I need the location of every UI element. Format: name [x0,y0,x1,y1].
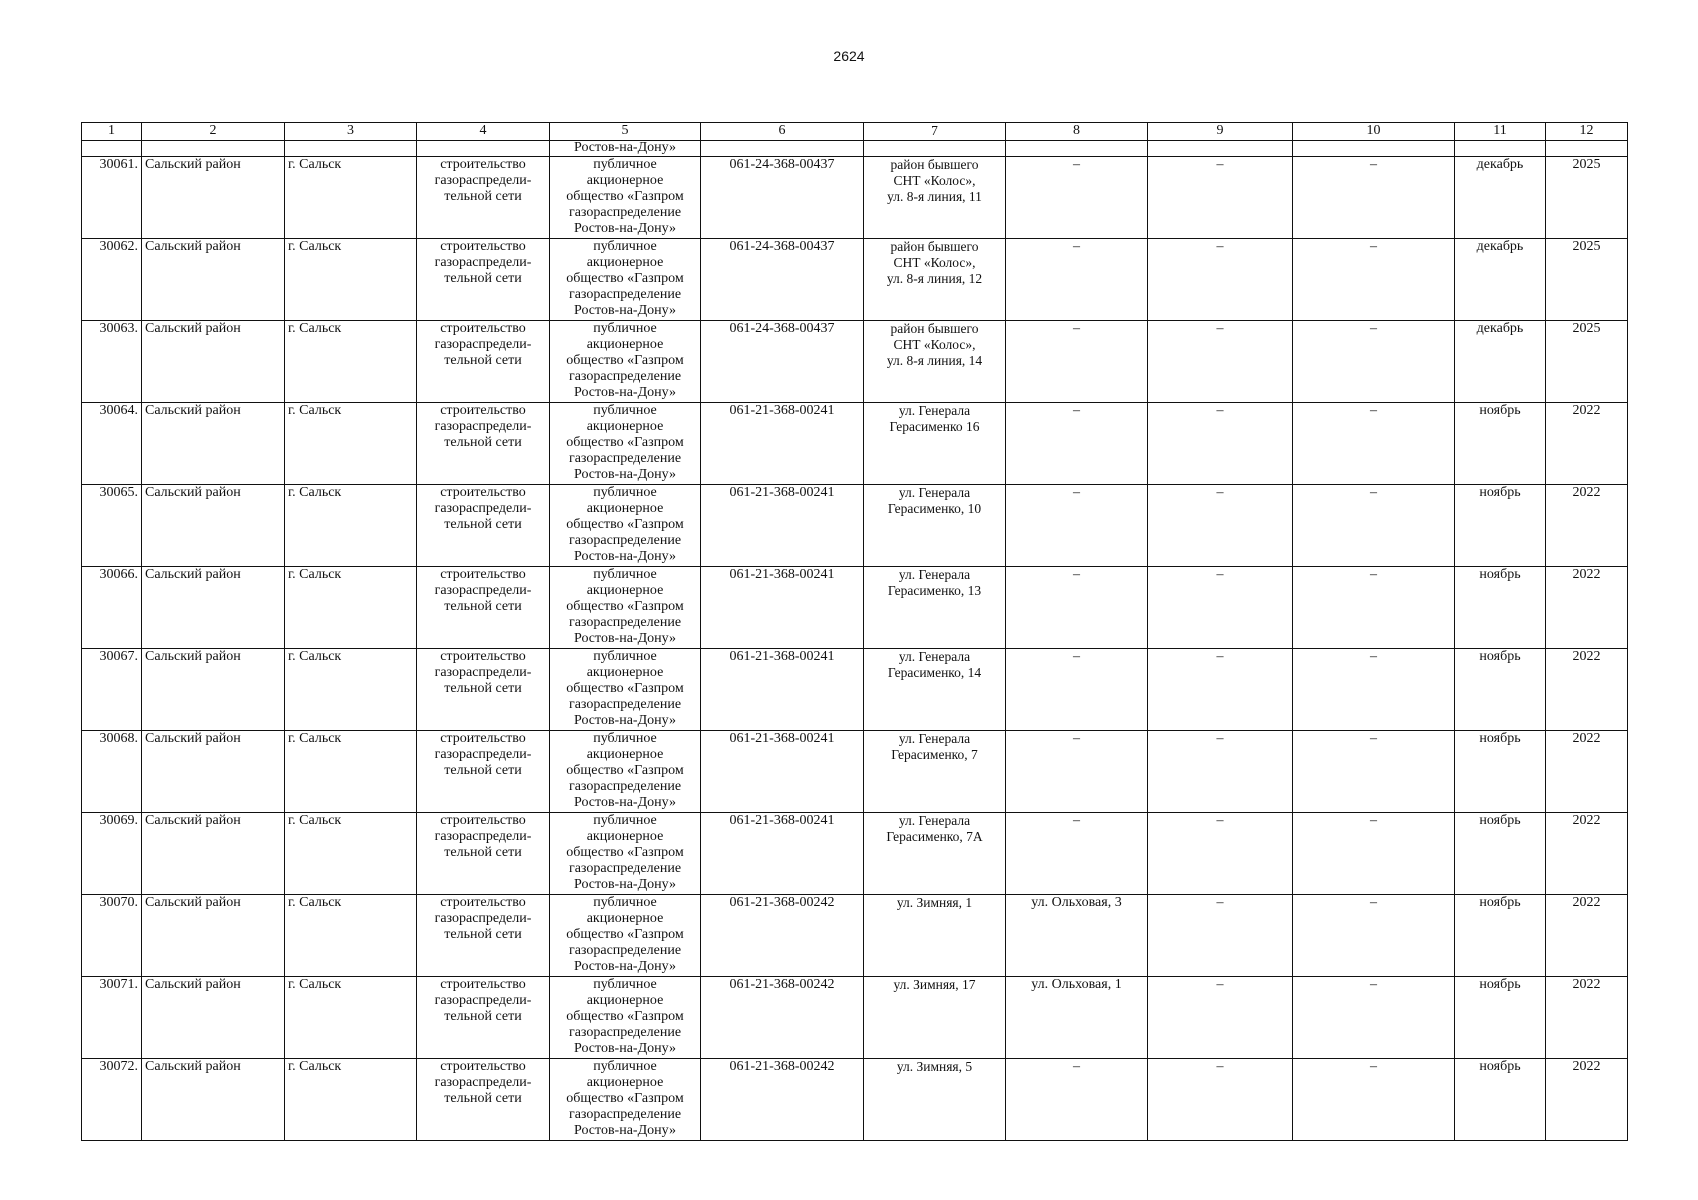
table-cell [82,141,142,157]
registry-number-cell: 061-21-368-00241 [701,649,864,731]
table-cell [1546,141,1628,157]
address-4-cell: – [1293,403,1455,485]
address-4-cell: – [1293,649,1455,731]
table-row [82,649,1628,731]
address-3-cell: – [1148,157,1293,239]
header-cell: 8 [1006,123,1148,141]
address-3-cell: – [1148,239,1293,321]
district-cell: Сальский район [142,239,285,321]
table-cell [285,141,417,157]
row-number-cell: 30066. [82,567,142,649]
row-number-cell: 30070. [82,895,142,977]
table-cell [1455,141,1546,157]
year-cell: 2022 [1546,1059,1628,1141]
settlement-cell: г. Сальск [285,977,417,1059]
district-cell: Сальский район [142,977,285,1059]
month-cell: декабрь [1455,321,1546,403]
header-cell: 7 [864,123,1006,141]
gas-network-table [81,122,1628,1141]
address-4-cell: – [1293,1059,1455,1141]
table-cell [417,141,550,157]
address-2-cell: ул. Ольховая, 3 [1006,895,1148,977]
address-4-cell: – [1293,157,1455,239]
month-cell: ноябрь [1455,895,1546,977]
address-2-cell: – [1006,649,1148,731]
organization-cell: публичное акционерное общество «Газпром газораспределение Ростов-на-Дону» [550,977,701,1059]
table-cell [142,141,285,157]
year-cell: 2022 [1546,403,1628,485]
work-type-cell: строительство газораспредели- тельной сети [417,977,550,1059]
address-cell: ул. Зимняя, 5 [864,1059,1006,1141]
table-row [82,813,1628,895]
settlement-cell: г. Сальск [285,1059,417,1141]
month-cell: ноябрь [1455,977,1546,1059]
header-cell: 2 [142,123,285,141]
registry-number-cell: 061-21-368-00241 [701,567,864,649]
year-cell: 2022 [1546,977,1628,1059]
year-cell: 2022 [1546,649,1628,731]
organization-cell: публичное акционерное общество «Газпром газораспределение Ростов-на-Дону» [550,731,701,813]
address-cell: район бывшего СНТ «Колос», ул. 8-я линия, 14 [864,321,1006,403]
address-2-cell: – [1006,567,1148,649]
organization-cell: публичное акционерное общество «Газпром газораспределение Ростов-на-Дону» [550,567,701,649]
address-4-cell: – [1293,895,1455,977]
address-2-cell: – [1006,157,1148,239]
district-cell: Сальский район [142,567,285,649]
registry-number-cell: 061-21-368-00242 [701,977,864,1059]
work-type-cell: строительство газораспредели- тельной сети [417,813,550,895]
row-number-cell: 30068. [82,731,142,813]
work-type-cell: строительство газораспредели- тельной сети [417,1059,550,1141]
organization-cell: публичное акционерное общество «Газпром газораспределение Ростов-на-Дону» [550,1059,701,1141]
registry-number-cell: 061-21-368-00242 [701,895,864,977]
district-cell: Сальский район [142,321,285,403]
year-cell: 2025 [1546,239,1628,321]
address-3-cell: – [1148,977,1293,1059]
work-type-cell: строительство газораспредели- тельной сети [417,567,550,649]
continuation-row [82,141,1628,157]
table-row [82,567,1628,649]
work-type-cell: строительство газораспредели- тельной сети [417,157,550,239]
settlement-cell: г. Сальск [285,157,417,239]
header-cell: 9 [1148,123,1293,141]
month-cell: ноябрь [1455,403,1546,485]
row-number-cell: 30061. [82,157,142,239]
address-2-cell: ул. Ольховая, 1 [1006,977,1148,1059]
work-type-cell: строительство газораспредели- тельной сети [417,895,550,977]
header-cell: 4 [417,123,550,141]
address-2-cell: – [1006,321,1148,403]
address-cell: ул. Зимняя, 17 [864,977,1006,1059]
address-cell: ул. Генерала Герасименко, 13 [864,567,1006,649]
address-4-cell: – [1293,813,1455,895]
address-2-cell: – [1006,485,1148,567]
organization-cell: публичное акционерное общество «Газпром газораспределение Ростов-на-Дону» [550,649,701,731]
work-type-cell: строительство газораспредели- тельной сети [417,239,550,321]
table-row [82,1059,1628,1141]
address-2-cell: – [1006,731,1148,813]
work-type-cell: строительство газораспредели- тельной сети [417,731,550,813]
month-cell: декабрь [1455,239,1546,321]
district-cell: Сальский район [142,895,285,977]
table-row [82,485,1628,567]
district-cell: Сальский район [142,731,285,813]
row-number-cell: 30064. [82,403,142,485]
organization-cell: публичное акционерное общество «Газпром газораспределение Ростов-на-Дону» [550,895,701,977]
district-cell: Сальский район [142,485,285,567]
address-3-cell: – [1148,649,1293,731]
work-type-cell: строительство газораспредели- тельной сети [417,321,550,403]
table-row [82,403,1628,485]
header-cell: 3 [285,123,417,141]
table-cell [1148,141,1293,157]
table-row [82,157,1628,239]
work-type-cell: строительство газораспредели- тельной сети [417,649,550,731]
settlement-cell: г. Сальск [285,485,417,567]
month-cell: ноябрь [1455,731,1546,813]
settlement-cell: г. Сальск [285,567,417,649]
page-number: 2624 [833,48,865,64]
registry-number-cell: 061-21-368-00241 [701,485,864,567]
address-4-cell: – [1293,239,1455,321]
organization-cell: публичное акционерное общество «Газпром газораспределение Ростов-на-Дону» [550,403,701,485]
organization-cell: публичное акционерное общество «Газпром газораспределение Ростов-на-Дону» [550,239,701,321]
year-cell: 2022 [1546,731,1628,813]
settlement-cell: г. Сальск [285,403,417,485]
header-cell: 12 [1546,123,1628,141]
table-row [82,977,1628,1059]
address-2-cell: – [1006,403,1148,485]
work-type-cell: строительство газораспредели- тельной сети [417,403,550,485]
row-number-cell: 30071. [82,977,142,1059]
address-cell: район бывшего СНТ «Колос», ул. 8-я линия, 12 [864,239,1006,321]
address-cell: ул. Генерала Герасименко, 7 [864,731,1006,813]
address-4-cell: – [1293,321,1455,403]
district-cell: Сальский район [142,649,285,731]
settlement-cell: г. Сальск [285,239,417,321]
address-3-cell: – [1148,567,1293,649]
document-table-container [81,122,1628,1141]
address-2-cell: – [1006,813,1148,895]
settlement-cell: г. Сальск [285,895,417,977]
address-cell: ул. Зимняя, 1 [864,895,1006,977]
address-2-cell: – [1006,239,1148,321]
registry-number-cell: 061-21-368-00242 [701,1059,864,1141]
address-2-cell: – [1006,1059,1148,1141]
table-row [82,321,1628,403]
district-cell: Сальский район [142,1059,285,1141]
table-cell: Ростов-на-Дону» [550,141,701,157]
table-cell [864,141,1006,157]
organization-cell: публичное акционерное общество «Газпром газораспределение Ростов-на-Дону» [550,485,701,567]
address-3-cell: – [1148,1059,1293,1141]
address-3-cell: – [1148,731,1293,813]
year-cell: 2022 [1546,567,1628,649]
address-cell: ул. Генерала Герасименко 16 [864,403,1006,485]
district-cell: Сальский район [142,157,285,239]
table-cell [1006,141,1148,157]
month-cell: ноябрь [1455,813,1546,895]
header-cell: 5 [550,123,701,141]
registry-number-cell: 061-21-368-00241 [701,731,864,813]
address-3-cell: – [1148,485,1293,567]
row-number-cell: 30069. [82,813,142,895]
year-cell: 2025 [1546,157,1628,239]
registry-number-cell: 061-24-368-00437 [701,157,864,239]
month-cell: ноябрь [1455,1059,1546,1141]
address-4-cell: – [1293,567,1455,649]
header-cell: 11 [1455,123,1546,141]
organization-cell: публичное акционерное общество «Газпром газораспределение Ростов-на-Дону» [550,157,701,239]
row-number-cell: 30072. [82,1059,142,1141]
row-number-cell: 30065. [82,485,142,567]
settlement-cell: г. Сальск [285,731,417,813]
address-cell: ул. Генерала Герасименко, 7А [864,813,1006,895]
table-row [82,895,1628,977]
registry-number-cell: 061-21-368-00241 [701,813,864,895]
header-cell: 10 [1293,123,1455,141]
month-cell: ноябрь [1455,567,1546,649]
address-3-cell: – [1148,403,1293,485]
registry-number-cell: 061-21-368-00241 [701,403,864,485]
year-cell: 2022 [1546,485,1628,567]
row-number-cell: 30067. [82,649,142,731]
month-cell: декабрь [1455,157,1546,239]
address-3-cell: – [1148,895,1293,977]
work-type-cell: строительство газораспредели- тельной сети [417,485,550,567]
address-cell: район бывшего СНТ «Колос», ул. 8-я линия, 11 [864,157,1006,239]
address-3-cell: – [1148,813,1293,895]
address-4-cell: – [1293,731,1455,813]
district-cell: Сальский район [142,813,285,895]
year-cell: 2022 [1546,813,1628,895]
settlement-cell: г. Сальск [285,649,417,731]
address-4-cell: – [1293,977,1455,1059]
header-cell: 1 [82,123,142,141]
table-cell [701,141,864,157]
column-number-header [82,123,1628,141]
settlement-cell: г. Сальск [285,813,417,895]
district-cell: Сальский район [142,403,285,485]
address-3-cell: – [1148,321,1293,403]
month-cell: ноябрь [1455,649,1546,731]
month-cell: ноябрь [1455,485,1546,567]
table-row [82,731,1628,813]
address-cell: ул. Генерала Герасименко, 10 [864,485,1006,567]
registry-number-cell: 061-24-368-00437 [701,321,864,403]
settlement-cell: г. Сальск [285,321,417,403]
organization-cell: публичное акционерное общество «Газпром газораспределение Ростов-на-Дону» [550,321,701,403]
row-number-cell: 30063. [82,321,142,403]
year-cell: 2022 [1546,895,1628,977]
registry-number-cell: 061-24-368-00437 [701,239,864,321]
table-cell [1293,141,1455,157]
row-number-cell: 30062. [82,239,142,321]
table-row [82,239,1628,321]
address-4-cell: – [1293,485,1455,567]
year-cell: 2025 [1546,321,1628,403]
header-cell: 6 [701,123,864,141]
organization-cell: публичное акционерное общество «Газпром газораспределение Ростов-на-Дону» [550,813,701,895]
address-cell: ул. Генерала Герасименко, 14 [864,649,1006,731]
